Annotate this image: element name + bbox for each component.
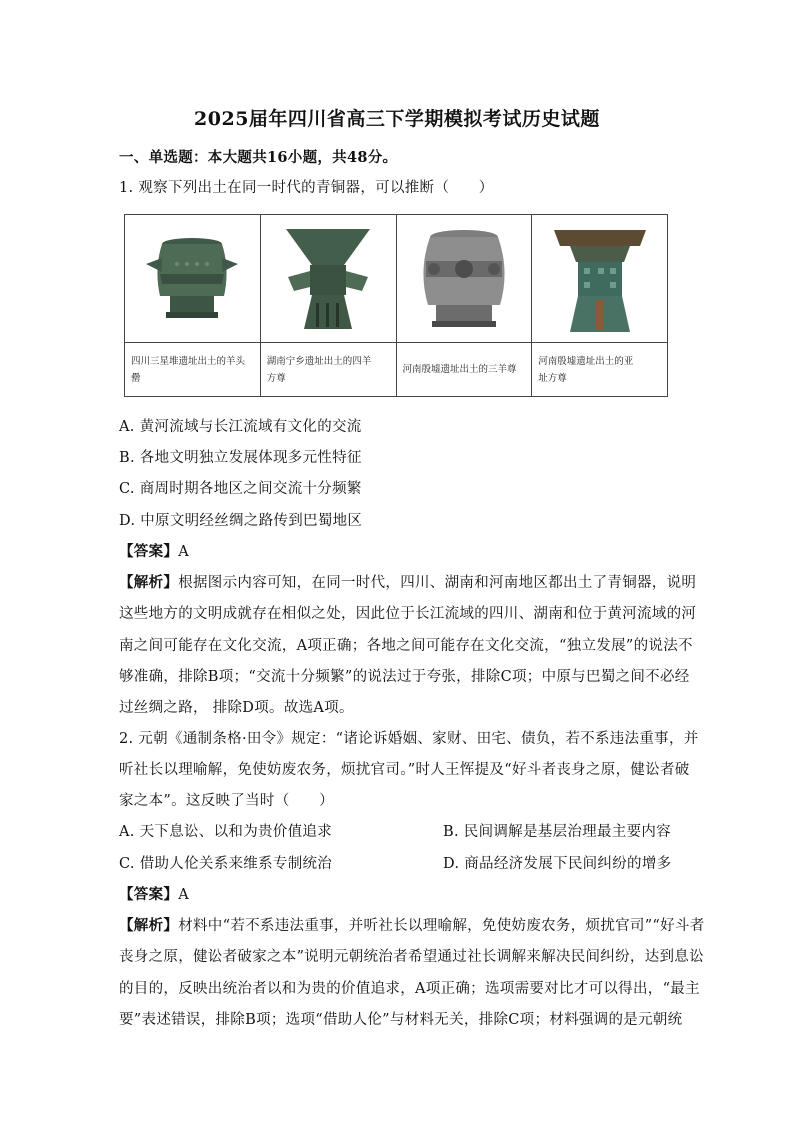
q2-stem-line: 2. 元朝《通制条格·田令》规定：“诸论诉婚姻、家财、田宅、债负，若不系违法重事，并 [119, 731, 699, 747]
caption-4: 河南殷墟遗址出土的亚 址方尊 [532, 343, 668, 397]
q2-option-a: A. 天下息讼、以和为贵价值追求 [119, 824, 332, 840]
q2-analysis-line: 的目的，反映出统治者以和为贵的价值追求，A项正确；选项需要对比才可以得出，“最主 [119, 981, 700, 997]
q1-stem: 1. 观察下列出土在同一时代的青铜器，可以推断（ ） [119, 180, 494, 196]
q1-analysis-line: 这些地方的文明成就存在相似之处，因此位于长江流域的四川、湖南和位于黄河流域的河 [119, 606, 697, 622]
q1-analysis-line: 够准确，排除B项；“交流十分频繁”的说法过于夸张，排除C项；中原与巴蜀之间不必经 [119, 669, 690, 685]
bronze-sanyang-zun-icon [404, 221, 524, 336]
q2-analysis-line: 【解析】材料中“若不系违法重事，并听社长以理喻解，免使妨废农务，烦扰官司”“好斗者 [119, 917, 705, 934]
q2-option-d: D. 商品经济发展下民间纠纷的增多 [443, 856, 672, 872]
q2-analysis-line: 要”表述错误，排除B项；选项“借助人伦”与材料无关，排除C项；材料强调的是元朝统 [119, 1012, 683, 1028]
section-heading: 一、单选题：本大题共16小题，共48分。 [119, 149, 398, 166]
q2-option-b: B. 民间调解是基层治理最主要内容 [443, 824, 671, 840]
caption-2: 湖南宁乡遗址出土的四羊 方尊 [260, 343, 396, 397]
q1-analysis-line: 南之间可能存在文化交流，A项正确；各地之间可能存在文化交流，“独立发展”的说法不 [119, 638, 693, 654]
bronze-zun-icon [268, 221, 388, 336]
q2-answer: 【答案】A [119, 886, 189, 903]
q1-answer: 【答案】A [119, 543, 189, 560]
q2-option-c: C. 借助人伦关系来维系专制统治 [119, 856, 333, 872]
caption-3: 河南殷墟遗址出土的三羊尊 [396, 343, 532, 397]
q1-option-a: A. 黄河流域与长江流域有文化的交流 [119, 419, 362, 435]
q1-analysis-line: 过丝绸之路， 排除D项。故选A项。 [119, 700, 354, 716]
q1-analysis-line: 【解析】根据图示内容可知，在同一时代，四川、湖南和河南地区都出土了青铜器，说明 [119, 574, 697, 591]
bronze-fangzun-icon [540, 220, 660, 338]
image-cell-2 [260, 215, 396, 343]
bronze-lei-icon [132, 224, 252, 334]
q2-stem-line: 听社长以理喻解，免使妨废农务，烦扰官司。”时人王恽提及“好斗者丧身之原，健讼者破 [119, 762, 690, 778]
q1-option-d: D. 中原文明经丝绸之路传到巴蜀地区 [119, 513, 363, 529]
bronze-image-table [124, 214, 668, 397]
page-title: 2025届年四川省高三下学期模拟考试历史试题 [194, 108, 600, 130]
image-cell-3 [396, 215, 532, 343]
q1-option-c: C. 商周时期各地区之间交流十分频繁 [119, 481, 362, 497]
q1-option-b: B. 各地文明独立发展体现多元性特征 [119, 450, 362, 466]
image-cell-4 [532, 215, 668, 343]
caption-1: 四川三星堆遗址出土的羊头 罍 [125, 343, 261, 397]
q2-analysis-line: 丧身之原，健讼者破家之本”说明元朝统治者希望通过社长调解来解决民间纠纷，达到息讼 [119, 949, 704, 965]
q2-stem-line: 家之本”。这反映了当时（ ） [119, 793, 334, 809]
image-cell-1 [125, 215, 261, 343]
